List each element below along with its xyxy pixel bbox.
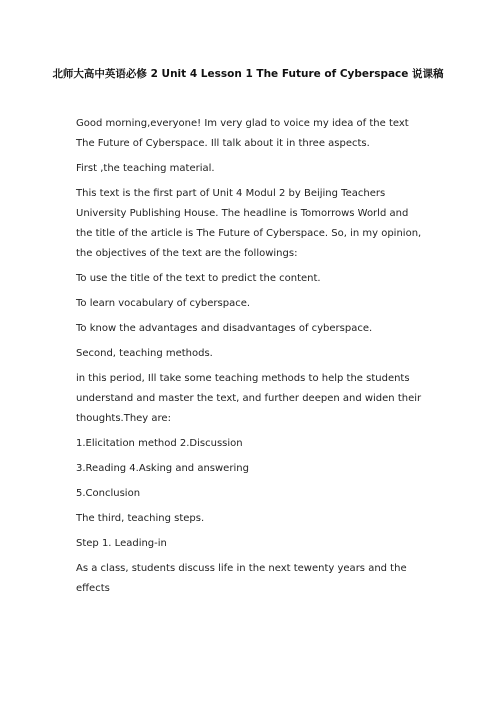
paragraph-step-1-text: As a class, students discuss life in the next tewenty years and the effects (76, 563, 407, 594)
paragraph-objective-3: To know the advantages and disadvantages of cyberspace. (76, 323, 373, 334)
paragraph-material-description: This text is the first part of Unit 4 Modul 2 by Beijing Teachers University Publishing House. The headline is Tomorrows World and the title of the article is The Future of Cyberspace. So, in my opinion, the objectives of the text are the followings: (76, 188, 422, 259)
paragraph-method-list-3: 5.Conclusion (76, 488, 141, 499)
paragraph-section-3-heading: The third, teaching steps. (76, 513, 205, 524)
paragraph-section-2-heading: Second, teaching methods. (76, 348, 213, 359)
paragraph-objective-2: To learn vocabulary of cyberspace. (76, 298, 251, 309)
paragraph-section-1-heading: First ,the teaching material. (76, 163, 215, 174)
paragraph-step-1-heading: Step 1. Leading-in (76, 538, 167, 549)
document-body (76, 114, 426, 604)
paragraph-method-list-1: 1.Elicitation method 2.Discussion (76, 438, 243, 449)
paragraph-methods-intro: in this period, Ill take some teaching methods to help the students understand and master the text, and further deepen and widen their thoughts.They are: (76, 373, 422, 424)
paragraph-objective-1: To use the title of the text to predict the content. (76, 273, 321, 284)
paragraph-method-list-2: 3.Reading 4.Asking and answering (76, 463, 249, 474)
paragraph-greeting: Good morning,everyone! Im very glad to voice my idea of the text The Future of Cyberspace. Ill talk about it in three aspects. (76, 118, 409, 149)
document-title: 北师大高中英语必修 2 Unit 4 Lesson 1 The Future of Cyberspace 说课稿 (52, 68, 444, 80)
